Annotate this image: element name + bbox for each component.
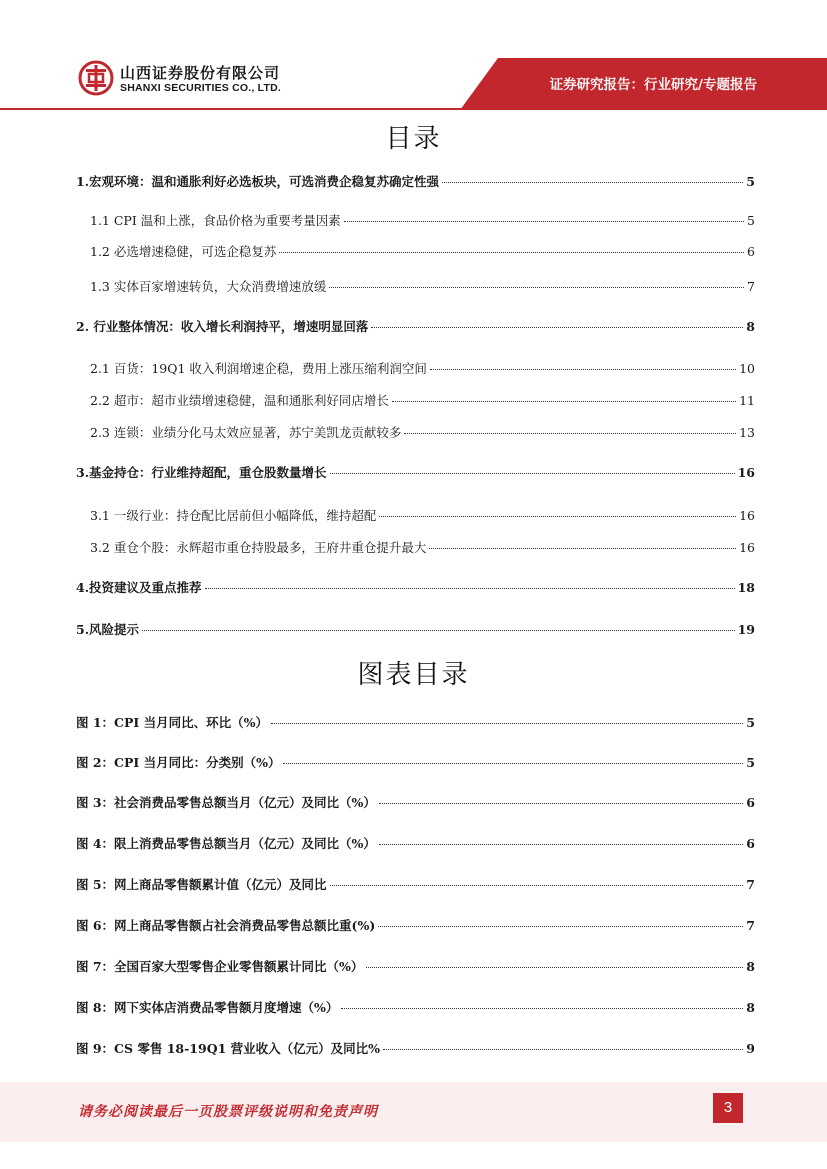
figure-toc-entry[interactable] bbox=[76, 713, 755, 733]
figure-toc-entry[interactable] bbox=[76, 753, 755, 773]
toc-entry[interactable] bbox=[76, 317, 755, 337]
page-number: 3 bbox=[713, 1093, 743, 1123]
figure-toc-entry-page: 9 bbox=[746, 1041, 755, 1056]
page-header bbox=[0, 0, 827, 110]
toc-entry[interactable] bbox=[90, 242, 755, 262]
toc-dot-leader bbox=[205, 588, 735, 589]
toc-dot-leader bbox=[344, 221, 744, 222]
figure-toc-dot-leader bbox=[283, 763, 743, 764]
toc-entry-text: 1.3 实体百家增速转负，大众消费增速放缓 bbox=[90, 279, 327, 294]
figure-toc-entry-text: 图 3：社会消费品零售总额当月（亿元）及同比（%） bbox=[76, 795, 376, 810]
figure-toc-dot-leader bbox=[341, 1008, 743, 1009]
toc-entry[interactable] bbox=[90, 391, 755, 411]
toc-entry-page: 5 bbox=[746, 174, 755, 189]
toc-dot-leader bbox=[392, 401, 736, 402]
figure-toc-entry[interactable] bbox=[76, 957, 755, 977]
toc-entry-page: 19 bbox=[737, 622, 755, 637]
figure-toc-entry-text: 图 6：网上商品零售额占社会消费品零售总额比重(%) bbox=[76, 918, 376, 933]
report-type-label: 证券研究报告：行业研究/专题报告 bbox=[549, 77, 757, 93]
header-divider bbox=[0, 108, 827, 110]
figure-toc-entry-text: 图 7：全国百家大型零售企业零售额累计同比（%） bbox=[76, 959, 364, 974]
figure-toc-entry-page: 7 bbox=[746, 918, 755, 933]
toc-dot-leader bbox=[442, 182, 743, 183]
toc-entry-text: 3.1 一级行业：持仓配比居前但小幅降低，维持超配 bbox=[90, 508, 377, 523]
toc-entry[interactable] bbox=[90, 211, 755, 231]
toc-entry-page: 18 bbox=[737, 580, 755, 595]
figure-toc-dot-leader bbox=[379, 803, 743, 804]
figure-toc-entry-page: 8 bbox=[746, 1000, 755, 1015]
figure-toc-entry-text: 图 9：CS 零售 18-19Q1 营业收入（亿元）及同比% bbox=[76, 1041, 381, 1056]
toc-entry-page: 6 bbox=[747, 244, 755, 259]
toc-dot-leader bbox=[330, 473, 735, 474]
toc-dot-leader bbox=[429, 548, 736, 549]
figure-toc-entry-text: 图 5：网上商品零售额累计值（亿元）及同比 bbox=[76, 877, 327, 892]
figure-toc-entry-page: 5 bbox=[746, 755, 755, 770]
figure-toc-entry-text: 图 1：CPI 当月同比、环比（%） bbox=[76, 715, 268, 730]
toc-dot-leader bbox=[329, 287, 744, 288]
toc-entry-page: 16 bbox=[739, 540, 755, 555]
figure-toc-dot-leader bbox=[271, 723, 743, 724]
footer-disclaimer: 请务必阅读最后一页股票评级说明和免责声明 bbox=[78, 1104, 378, 1120]
figure-toc-entry-text: 图 8：网下实体店消费品零售额月度增速（%） bbox=[76, 1000, 339, 1015]
toc-entry-page: 13 bbox=[739, 425, 755, 440]
toc-entry[interactable] bbox=[76, 172, 755, 192]
toc-entry-page: 5 bbox=[747, 213, 755, 228]
toc-entry-page: 16 bbox=[739, 508, 755, 523]
company-name-en: SHANXI SECURITIES CO., LTD. bbox=[120, 82, 281, 94]
figure-toc-entry-text: 图 4：限上消费品零售总额当月（亿元）及同比（%） bbox=[76, 836, 376, 851]
toc-dot-leader bbox=[379, 516, 736, 517]
figure-toc-entry-page: 6 bbox=[746, 836, 755, 851]
toc-entry[interactable] bbox=[90, 538, 755, 558]
company-logo-icon bbox=[78, 60, 114, 96]
toc-entry[interactable] bbox=[90, 359, 755, 379]
figure-toc-dot-leader bbox=[378, 926, 743, 927]
figure-toc-dot-leader bbox=[379, 844, 743, 845]
toc-dot-leader bbox=[430, 369, 736, 370]
figure-toc-entry[interactable] bbox=[76, 875, 755, 895]
toc-entry-text: 3.2 重仓个股：永辉超市重仓持股最多，王府井重仓提升最大 bbox=[90, 540, 427, 555]
toc-entry-text: 4.投资建议及重点推荐 bbox=[76, 580, 202, 595]
toc-dot-leader bbox=[371, 327, 743, 328]
toc-entry-page: 10 bbox=[739, 361, 755, 376]
toc-entry[interactable] bbox=[76, 463, 755, 483]
toc-entry-text: 2.3 连锁：业绩分化马太效应显著，苏宁美凯龙贡献较多 bbox=[90, 425, 402, 440]
figure-toc-entry-page: 8 bbox=[746, 959, 755, 974]
figure-toc-entry[interactable] bbox=[76, 1039, 755, 1059]
figure-toc-dot-leader bbox=[330, 885, 744, 886]
figures-toc-title: 图表目录 bbox=[357, 660, 470, 690]
toc-entry-text: 2.1 百货：19Q1 收入利润增速企稳，费用上涨压缩利润空间 bbox=[90, 361, 427, 376]
figure-toc-entry[interactable] bbox=[76, 916, 755, 936]
toc-entry-text: 2. 行业整体情况：收入增长利润持平，增速明显回落 bbox=[76, 319, 369, 334]
figure-toc-dot-leader bbox=[383, 1049, 743, 1050]
toc-entry[interactable] bbox=[90, 423, 755, 443]
toc-entry-text: 3.基金持仓：行业维持超配，重仓股数量增长 bbox=[76, 465, 327, 480]
toc-entry[interactable] bbox=[90, 506, 755, 526]
toc-entry[interactable] bbox=[90, 277, 755, 297]
figure-toc-dot-leader bbox=[366, 967, 743, 968]
figure-toc-entry-page: 5 bbox=[746, 715, 755, 730]
toc-entry-text: 1.1 CPI 温和上涨，食品价格为重要考量因素 bbox=[90, 213, 341, 228]
toc-entry-text: 1.2 必选增速稳健，可选企稳复苏 bbox=[90, 244, 277, 259]
toc-entry-text: 5.风险提示 bbox=[76, 622, 140, 637]
toc-dot-leader bbox=[404, 433, 736, 434]
toc-dot-leader bbox=[279, 252, 744, 253]
figure-toc-entry[interactable] bbox=[76, 793, 755, 813]
toc-entry-page: 7 bbox=[747, 279, 755, 294]
figure-toc-entry-page: 7 bbox=[746, 877, 755, 892]
toc-entry[interactable] bbox=[76, 620, 755, 640]
toc-dot-leader bbox=[142, 630, 735, 631]
toc-entry-page: 16 bbox=[737, 465, 755, 480]
figure-toc-entry-page: 6 bbox=[746, 795, 755, 810]
toc-entry-page: 11 bbox=[739, 393, 755, 408]
figure-toc-entry[interactable] bbox=[76, 834, 755, 854]
toc-entry[interactable] bbox=[76, 578, 755, 598]
toc-title: 目录 bbox=[385, 124, 442, 154]
toc-entry-text: 2.2 超市：超市业绩增速稳健，温和通胀利好同店增长 bbox=[90, 393, 389, 408]
figure-toc-entry-text: 图 2：CPI 当月同比：分类别（%） bbox=[76, 755, 281, 770]
company-name-cn: 山西证券股份有限公司 bbox=[120, 64, 281, 82]
figure-toc-entry[interactable] bbox=[76, 998, 755, 1018]
toc-entry-text: 1.宏观环境：温和通胀利好必选板块，可选消费企稳复苏确定性强 bbox=[76, 174, 440, 189]
toc-entry-page: 8 bbox=[746, 319, 755, 334]
